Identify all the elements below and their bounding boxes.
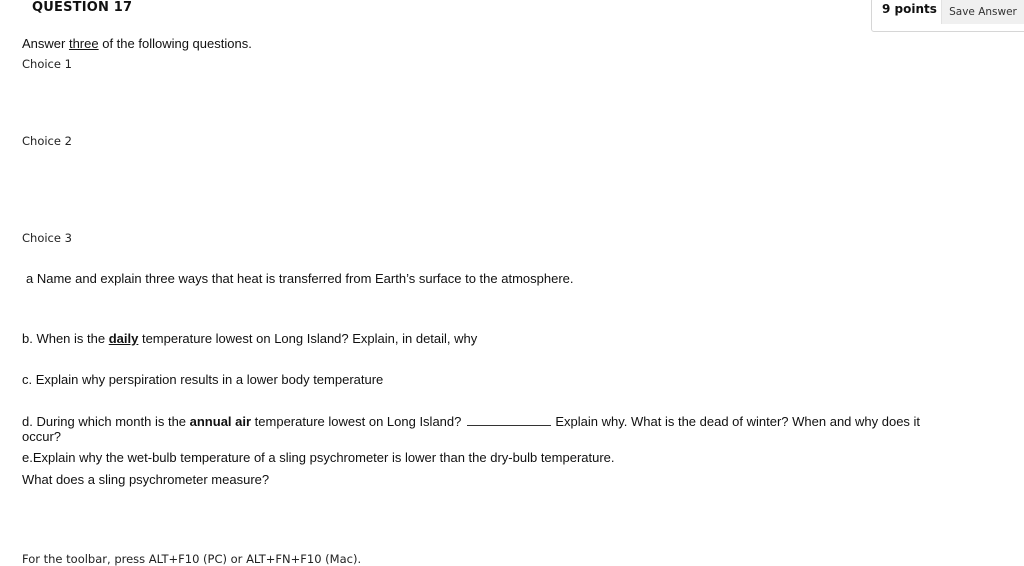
save-answer-button[interactable]: Save Answer [941,0,1024,24]
item-b-suffix: temperature lowest on Long Island? Explain, in detail, why [138,331,478,346]
answer-blank [467,413,551,426]
points-label: 9 points [882,2,937,16]
item-d-prefix: d. During which month is the [22,414,190,429]
choice-2-label: Choice 2 [22,134,72,148]
instructions-suffix: of the following questions. [98,36,252,51]
question-item-a: a Name and explain three ways that heat is transferred from Earth’s surface to the atmosphere. [26,271,574,286]
choice-3-label: Choice 3 [22,231,72,245]
item-d-suffix: Explain why. What is the dead of winter? When and why does it [555,414,921,429]
question-title: QUESTION 17 [32,0,133,15]
choice-1-label: Choice 1 [22,57,72,71]
toolbar-hint: For the toolbar, press ALT+F10 (PC) or ALT+FN+F10 (Mac). [22,552,362,566]
question-item-e: e.Explain why the wet-bulb temperature of a sling psychrometer is lower than the dry-bulb temperature. [22,450,615,465]
item-d-emphasis: annual air [189,414,252,429]
item-d-middle: temperature lowest on Long Island? [251,414,462,429]
question-item-b [22,331,477,346]
item-b-prefix: b. When is the [22,331,109,346]
question-item-f: What does a sling psychrometer measure? [22,472,270,487]
instructions-prefix: Answer [22,36,69,51]
instructions-emphasis: three [68,36,99,51]
question-item-d-wrap: occur? [22,429,62,444]
question-instructions [22,36,252,51]
item-b-emphasis: daily [108,331,139,346]
question-item-c: c. Explain why perspiration results in a lower body temperature [22,372,384,387]
question-item-d [22,413,920,429]
